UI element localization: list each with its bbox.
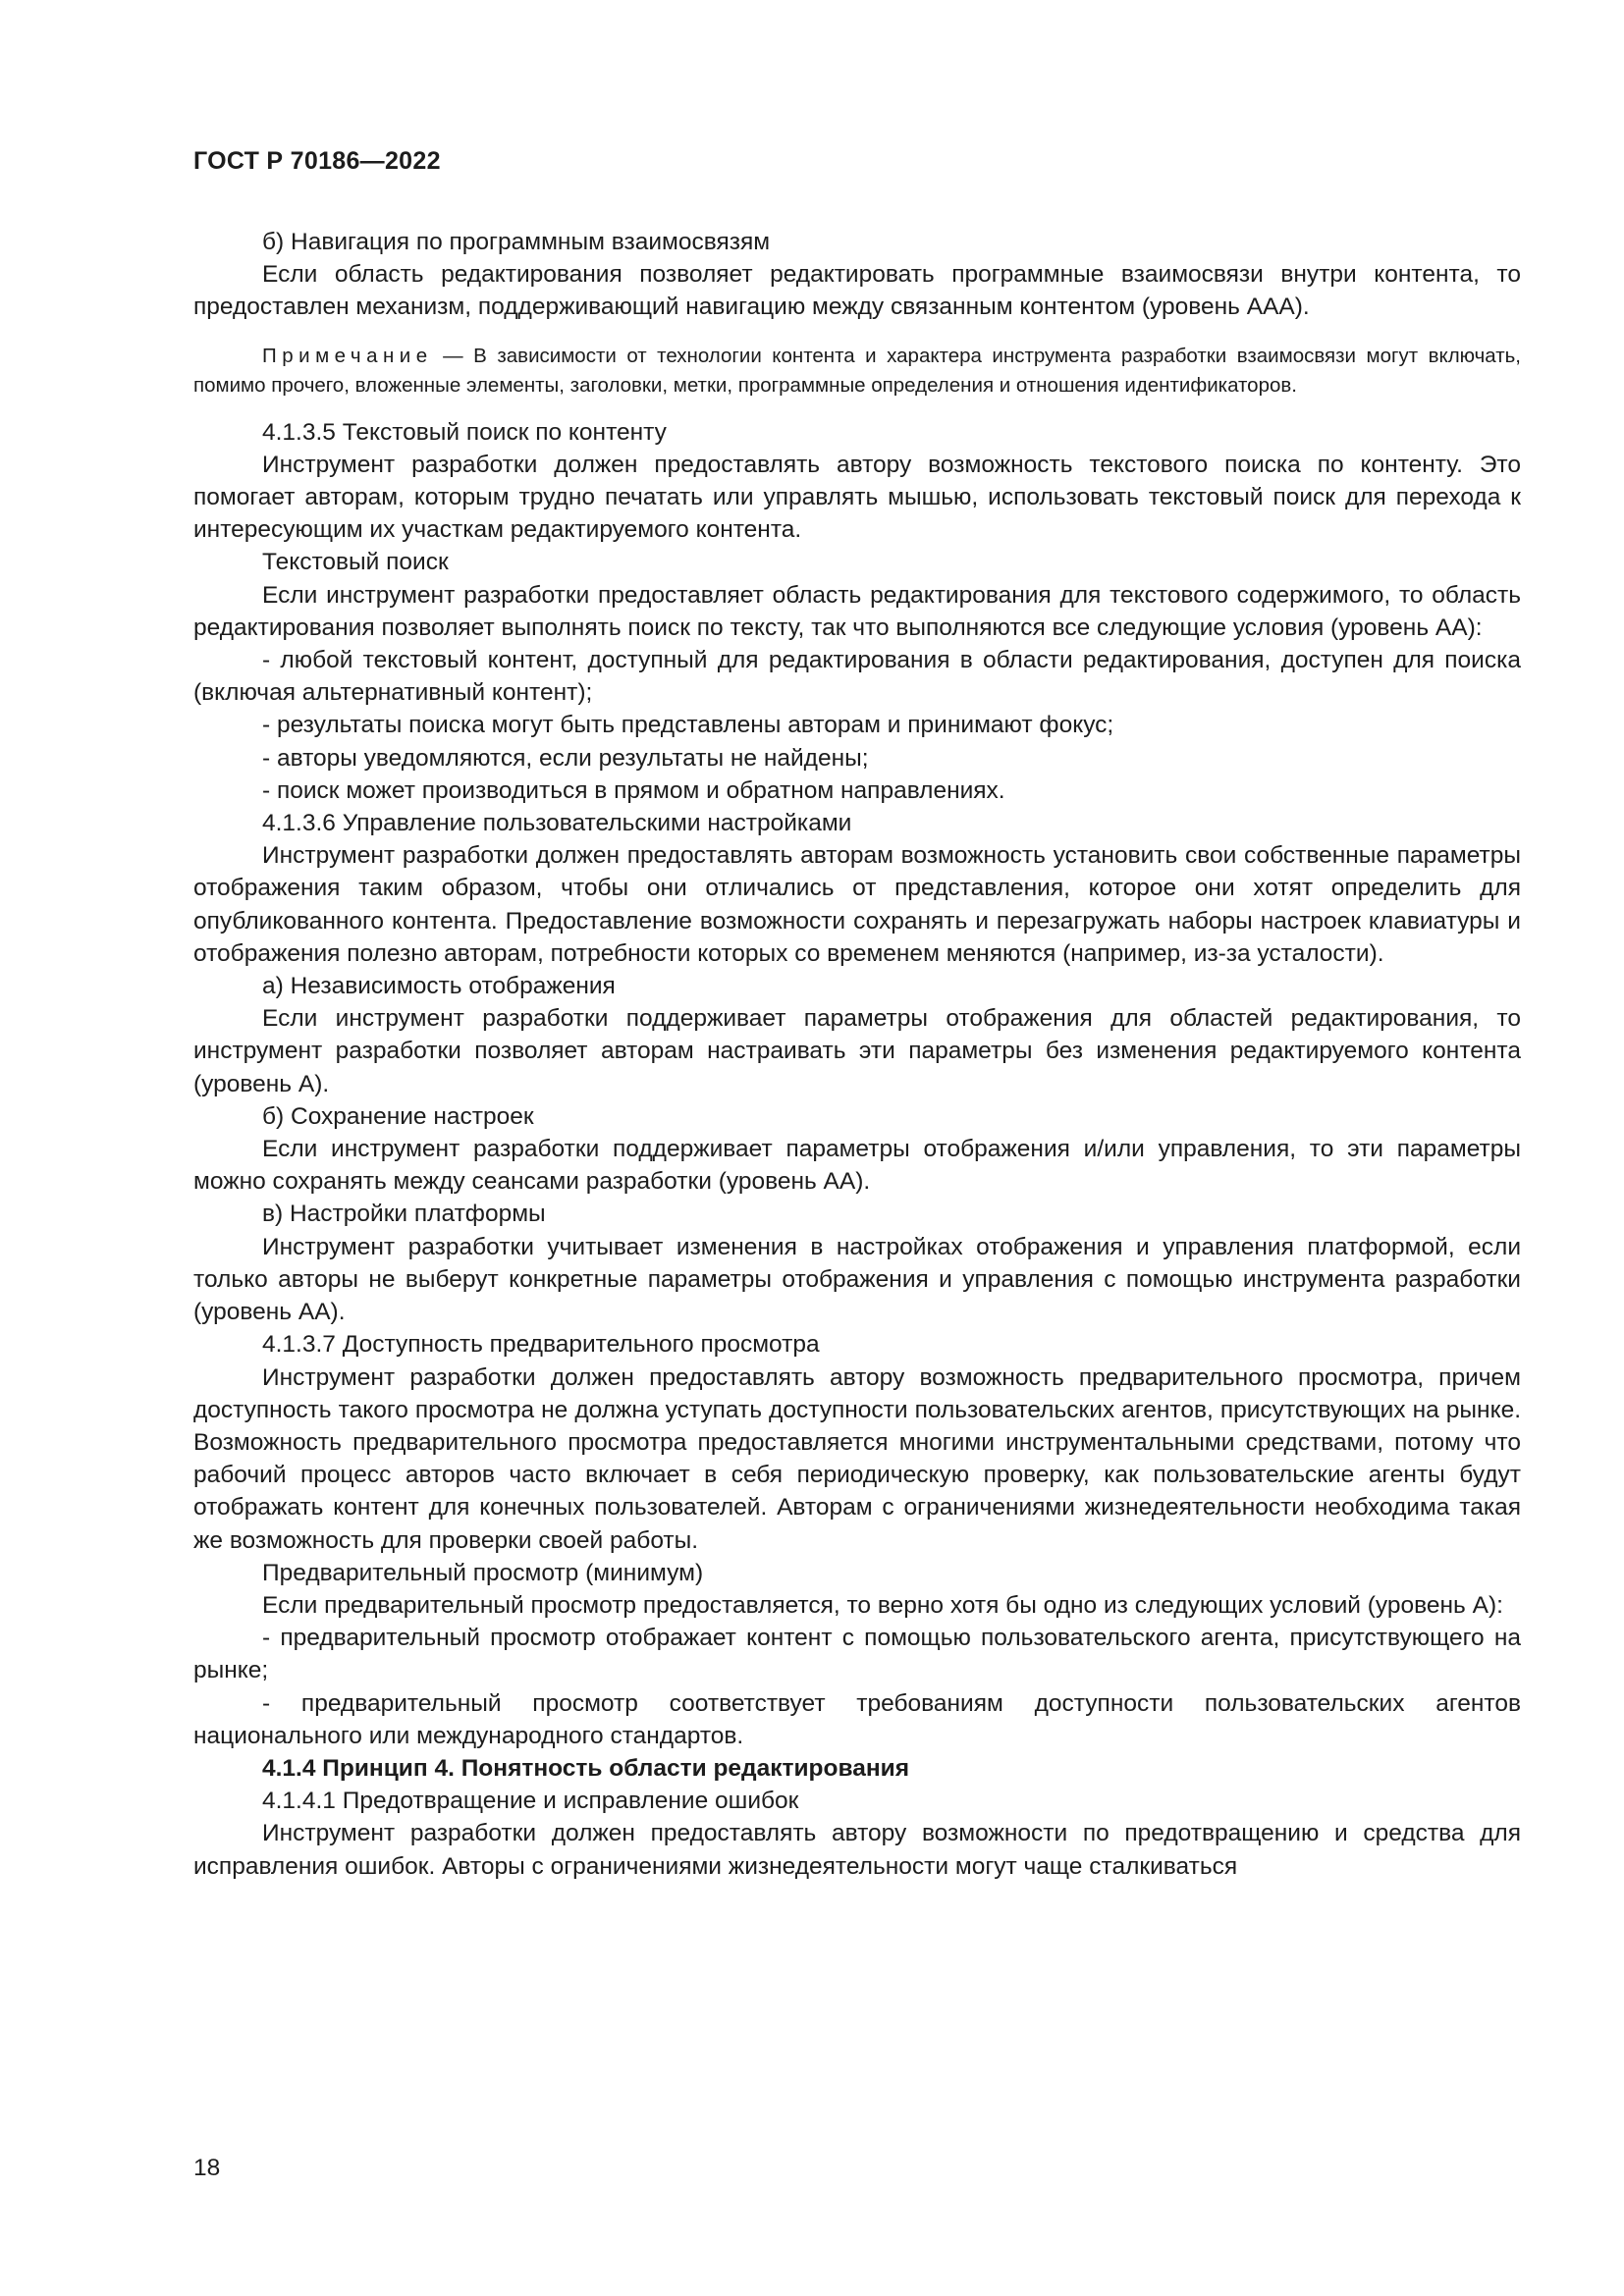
- document-body: [193, 226, 1521, 1883]
- section-heading: 4.1.4.1 Предотвращение и исправление ошибок: [262, 1788, 799, 1815]
- body-paragraph: - предварительный просмотр отображает контент с помощью пользовательского агента, присутствующего на рынке;: [193, 1625, 1521, 1684]
- body-paragraph: Если инструмент разработки поддерживает параметры отображения для областей редактирования, то инструмент разработки позволяет авторам настраивать эти параметры без изменения редактируемого контента (уровень А).: [193, 1005, 1521, 1097]
- body-paragraph: Инструмент разработки должен предоставлять автору возможность предварительного просмотра, причем доступность такого просмотра не должна уступать доступности пользовательских агентов, присутствующих на рынке. Возможность предварительного просмотра предоставляется многими инструментальными средствами, потому что рабочий процесс авторов часто включает в себя периодическую проверку, как пользовательские агенты будут отображать контент для конечных пользователей. Авторам с ограничениями жизнедеятельности необходима такая же возможность для проверки своей работы.: [193, 1363, 1521, 1554]
- section-heading: 4.1.3.5 Текстовый поиск по контенту: [262, 418, 667, 446]
- note-label: Примечание: [262, 344, 433, 367]
- body-paragraph: - любой текстовый контент, доступный для редактирования в области редактирования, доступен для поиска (включая альтернативный контент);: [193, 647, 1521, 707]
- note-paragraph: [193, 342, 1521, 400]
- body-paragraph: Инструмент разработки учитывает изменения в настройках отображения и управления платформой, если только авторы не выберут конкретные параметры отображения и управления с помощью инструмента разработки (уровень АА).: [193, 1233, 1521, 1326]
- section-heading: 4.1.3.7 Доступность предварительного просмотра: [262, 1331, 820, 1359]
- section-heading: в) Настройки платформы: [262, 1201, 546, 1228]
- body-paragraph: - авторы уведомляются, если результаты не найдены;: [262, 744, 869, 772]
- section-heading: Предварительный просмотр (минимум): [262, 1559, 704, 1586]
- page-number: 18: [193, 2155, 221, 2181]
- section-heading: б) Сохранение настроек: [262, 1102, 534, 1130]
- section-heading: 4.1.4 Принцип 4. Понятность области редактирования: [262, 1754, 910, 1782]
- body-paragraph: Если предварительный просмотр предоставляется, то верно хотя бы одно из следующих условий (уровень А):: [262, 1591, 1503, 1619]
- body-paragraph: Инструмент разработки должен предоставлять автору возможность текстового поиска по контенту. Это помогает авторам, которым трудно печатать или управлять мышью, использовать текстовый поиск для перехода к интересующим их участкам редактируемого контента.: [193, 451, 1521, 544]
- body-paragraph: - поиск может производиться в прямом и обратном направлениях.: [262, 776, 1005, 804]
- note-text: — В зависимости от технологии контента и характера инструмента разработки взаимосвязи могут включать, помимо прочего, вложенные элементы, заголовки, метки, программные определения и отношения идентификаторов.: [193, 344, 1521, 397]
- body-paragraph: Если инструмент разработки предоставляет область редактирования для текстового содержимого, то область редактирования позволяет выполнять поиск по тексту, так что выполняются все следующие условия (уровень АА):: [193, 581, 1521, 641]
- body-paragraph: - предварительный просмотр соответствует требованиям доступности пользовательских агентов национального или международного стандартов.: [193, 1689, 1521, 1749]
- body-paragraph: Если инструмент разработки поддерживает параметры отображения и/или управления, то эти параметры можно сохранять между сеансами разработки (уровень АА).: [193, 1136, 1521, 1196]
- body-paragraph: - результаты поиска могут быть представлены авторам и принимают фокус;: [262, 712, 1114, 739]
- section-heading: Текстовый поиск: [262, 549, 449, 576]
- body-paragraph: Инструмент разработки должен предоставлять авторам возможность установить свои собственные параметры отображения таким образом, чтобы они отличались от представления, которое они хотят определить для опубликованного контента. Предоставление возможности сохранять и перезагружать наборы настроек клавиатуры и отображения полезно авторам, потребности которых со временем меняются (например, из-за усталости).: [193, 842, 1521, 967]
- section-heading: 4.1.3.6 Управление пользовательскими настройками: [262, 810, 852, 837]
- section-heading: а) Независимость отображения: [262, 973, 616, 1000]
- body-paragraph: Инструмент разработки должен предоставлять автору возможности по предотвращению и средства для исправления ошибок. Авторы с ограничениями жизнедеятельности могут чаще сталкиваться: [193, 1820, 1521, 1880]
- document-header: ГОСТ Р 70186—2022: [193, 147, 441, 175]
- section-heading: б) Навигация по программным взаимосвязям: [262, 229, 771, 255]
- body-paragraph: Если область редактирования позволяет редактировать программные взаимосвязи внутри контента, то предоставлен механизм, поддерживающий навигацию между связанным контентом (уровень ААА).: [193, 261, 1521, 321]
